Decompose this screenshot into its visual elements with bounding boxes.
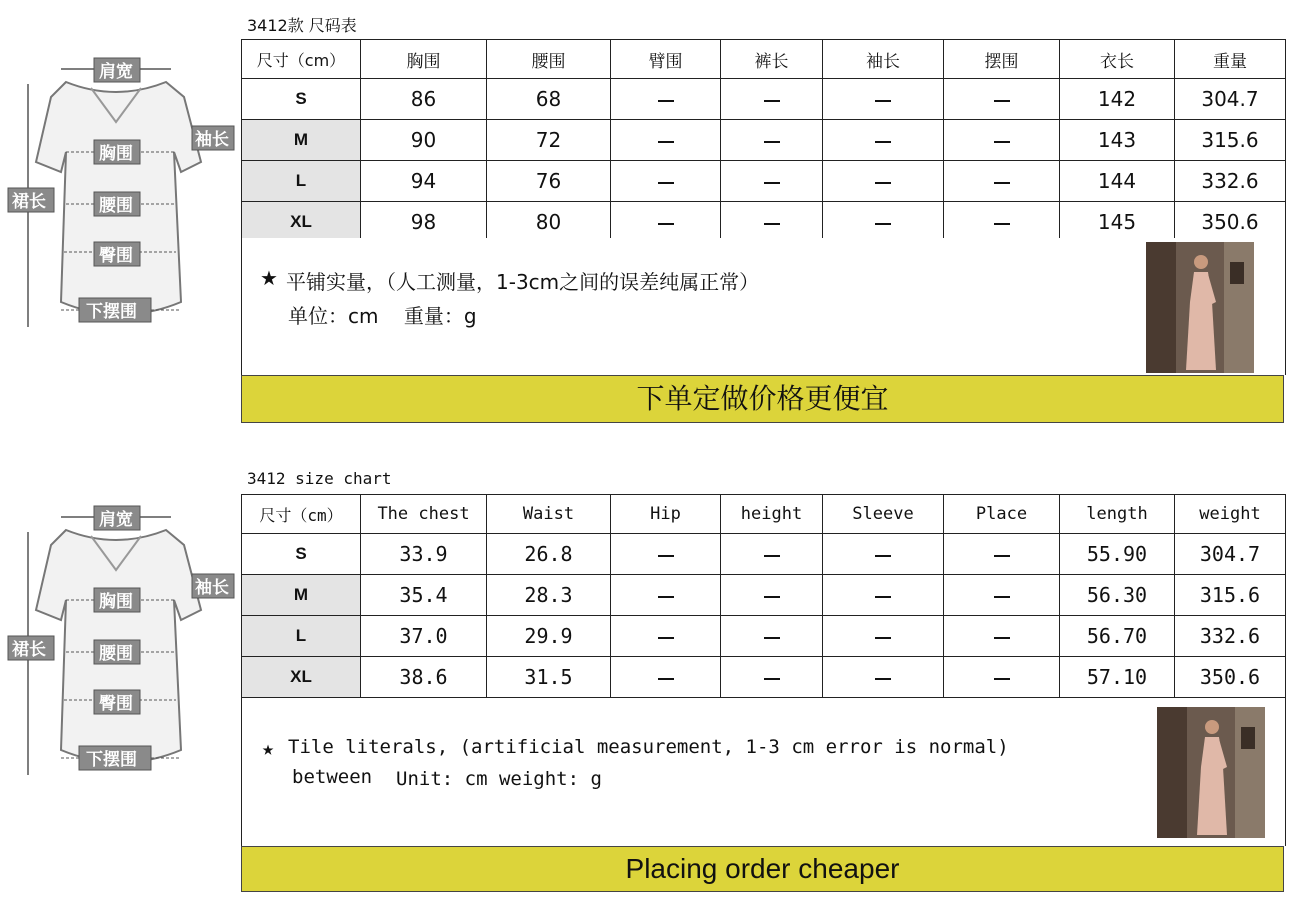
- waist-cell: 76: [487, 161, 611, 202]
- size-cell: XL: [242, 202, 361, 243]
- weight-cell: 315.6: [1175, 575, 1286, 616]
- table-row: [242, 534, 1286, 575]
- star-icon: ★: [262, 736, 275, 760]
- empty-cell: [611, 534, 721, 575]
- header-arm: 臂围: [611, 40, 721, 79]
- weight-cell: 315.6: [1175, 120, 1286, 161]
- hip-tag: 臀围: [99, 246, 133, 266]
- header-pants-length: 裤长: [721, 40, 823, 79]
- header-row: [242, 40, 1286, 79]
- empty-cell: [611, 79, 721, 120]
- header-weight: 重量: [1175, 40, 1286, 79]
- size-cell: L: [242, 616, 361, 657]
- waist-tag: 腰围: [99, 196, 133, 216]
- header-weight: weight: [1175, 495, 1286, 534]
- dress-measurement-diagram-top: [6, 52, 236, 332]
- dress-outline-icon: [6, 500, 236, 780]
- empty-cell: [611, 657, 721, 698]
- promo-banner-en: Placing order cheaper: [241, 846, 1284, 892]
- waist-cell: 26.8: [487, 534, 611, 575]
- hem-tag: 下摆围: [86, 302, 137, 322]
- waist-cell: 29.9: [487, 616, 611, 657]
- notes-panel-cn: [241, 238, 1286, 375]
- waist-cell: 28.3: [487, 575, 611, 616]
- chest-tag: 胸围: [99, 592, 133, 612]
- empty-cell: [823, 202, 944, 243]
- header-sleeve: Sleeve: [823, 495, 944, 534]
- header-sleeve: 袖长: [823, 40, 944, 79]
- length-cell: 57.10: [1060, 657, 1175, 698]
- empty-cell: [944, 120, 1060, 161]
- star-icon: ★: [260, 266, 278, 290]
- weight-cell: 304.7: [1175, 534, 1286, 575]
- note-line-1: Tile literals, (artificial measurement, 1-3 cm error is normal): [288, 736, 1009, 758]
- shoulder-tag: 肩宽: [99, 62, 133, 82]
- hip-tag: 臀围: [99, 694, 133, 714]
- empty-cell: [611, 575, 721, 616]
- dress-measurement-diagram-bottom: [6, 500, 236, 780]
- header-height: height: [721, 495, 823, 534]
- skirt-length-tag: 裙长: [12, 192, 46, 212]
- chest-cell: 38.6: [361, 657, 487, 698]
- chest-cell: 86: [361, 79, 487, 120]
- length-cell: 55.90: [1060, 534, 1175, 575]
- length-cell: 56.70: [1060, 616, 1175, 657]
- header-waist: 腰围: [487, 40, 611, 79]
- waist-tag: 腰围: [99, 644, 133, 664]
- empty-cell: [611, 161, 721, 202]
- empty-cell: [823, 616, 944, 657]
- size-cell: M: [242, 575, 361, 616]
- chart-title-cn: 3412款 尺码表: [247, 16, 357, 35]
- weight-cell: 350.6: [1175, 202, 1286, 243]
- header-chest: The chest: [361, 495, 487, 534]
- size-cell: L: [242, 161, 361, 202]
- empty-cell: [823, 79, 944, 120]
- empty-cell: [823, 534, 944, 575]
- shoulder-tag: 肩宽: [99, 510, 133, 530]
- header-place: Place: [944, 495, 1060, 534]
- waist-cell: 80: [487, 202, 611, 243]
- empty-cell: [721, 616, 823, 657]
- empty-cell: [823, 161, 944, 202]
- weight-cell: 332.6: [1175, 616, 1286, 657]
- empty-cell: [611, 120, 721, 161]
- empty-cell: [721, 79, 823, 120]
- chest-cell: 37.0: [361, 616, 487, 657]
- empty-cell: [823, 575, 944, 616]
- empty-cell: [944, 616, 1060, 657]
- length-cell: 144: [1060, 161, 1175, 202]
- empty-cell: [721, 120, 823, 161]
- waist-cell: 72: [487, 120, 611, 161]
- header-hip: Hip: [611, 495, 721, 534]
- chest-cell: 94: [361, 161, 487, 202]
- length-cell: 56.30: [1060, 575, 1175, 616]
- empty-cell: [611, 202, 721, 243]
- size-cell: S: [242, 79, 361, 120]
- weight-cell: 332.6: [1175, 161, 1286, 202]
- header-row: [242, 495, 1286, 534]
- header-size: 尺寸（cm）: [242, 495, 361, 534]
- size-table-en: [241, 494, 1286, 698]
- waist-cell: 68: [487, 79, 611, 120]
- header-length: 衣长: [1060, 40, 1175, 79]
- header-chest: 胸围: [361, 40, 487, 79]
- promo-banner-cn: 下单定做价格更便宜: [241, 375, 1284, 423]
- size-table-cn: [241, 39, 1286, 243]
- empty-cell: [721, 202, 823, 243]
- empty-cell: [944, 657, 1060, 698]
- chest-cell: 33.9: [361, 534, 487, 575]
- sleeve-tag: 袖长: [195, 130, 229, 150]
- header-hem: 摆围: [944, 40, 1060, 79]
- note-line-2: 单位：cm 重量：g: [288, 304, 477, 328]
- table-row: [242, 657, 1286, 698]
- sleeve-tag: 袖长: [195, 578, 229, 598]
- empty-cell: [944, 79, 1060, 120]
- table-row: [242, 120, 1286, 161]
- note-line-2b: Unit: cm weight: g: [396, 768, 602, 790]
- hem-tag: 下摆围: [86, 750, 137, 770]
- chest-tag: 胸围: [99, 144, 133, 164]
- notes-panel-en: [241, 698, 1286, 846]
- table-row: [242, 202, 1286, 243]
- waist-cell: 31.5: [487, 657, 611, 698]
- table-row: [242, 161, 1286, 202]
- note-line-2a: between: [292, 766, 373, 788]
- header-size: 尺寸（cm）: [242, 40, 361, 79]
- chest-cell: 90: [361, 120, 487, 161]
- empty-cell: [611, 616, 721, 657]
- empty-cell: [721, 534, 823, 575]
- empty-cell: [823, 657, 944, 698]
- empty-cell: [721, 657, 823, 698]
- length-cell: 145: [1060, 202, 1175, 243]
- chest-cell: 35.4: [361, 575, 487, 616]
- empty-cell: [944, 202, 1060, 243]
- dress-outline-icon: [6, 52, 236, 332]
- empty-cell: [823, 120, 944, 161]
- chart-title-en: 3412 size chart: [247, 469, 392, 488]
- chest-cell: 98: [361, 202, 487, 243]
- length-cell: 143: [1060, 120, 1175, 161]
- empty-cell: [721, 575, 823, 616]
- empty-cell: [721, 161, 823, 202]
- size-cell: S: [242, 534, 361, 575]
- weight-cell: 350.6: [1175, 657, 1286, 698]
- header-waist: Waist: [487, 495, 611, 534]
- length-cell: 142: [1060, 79, 1175, 120]
- empty-cell: [944, 161, 1060, 202]
- skirt-length-tag: 裙长: [12, 640, 46, 660]
- empty-cell: [944, 534, 1060, 575]
- weight-cell: 304.7: [1175, 79, 1286, 120]
- note-line-1: 平铺实量，（人工测量，1-3cm之间的误差纯属正常）: [286, 270, 760, 294]
- size-cell: XL: [242, 657, 361, 698]
- model-photo: [1146, 242, 1254, 373]
- table-row: [242, 575, 1286, 616]
- table-row: [242, 79, 1286, 120]
- size-cell: M: [242, 120, 361, 161]
- model-photo: [1157, 707, 1265, 838]
- table-row: [242, 616, 1286, 657]
- empty-cell: [944, 575, 1060, 616]
- header-length: length: [1060, 495, 1175, 534]
